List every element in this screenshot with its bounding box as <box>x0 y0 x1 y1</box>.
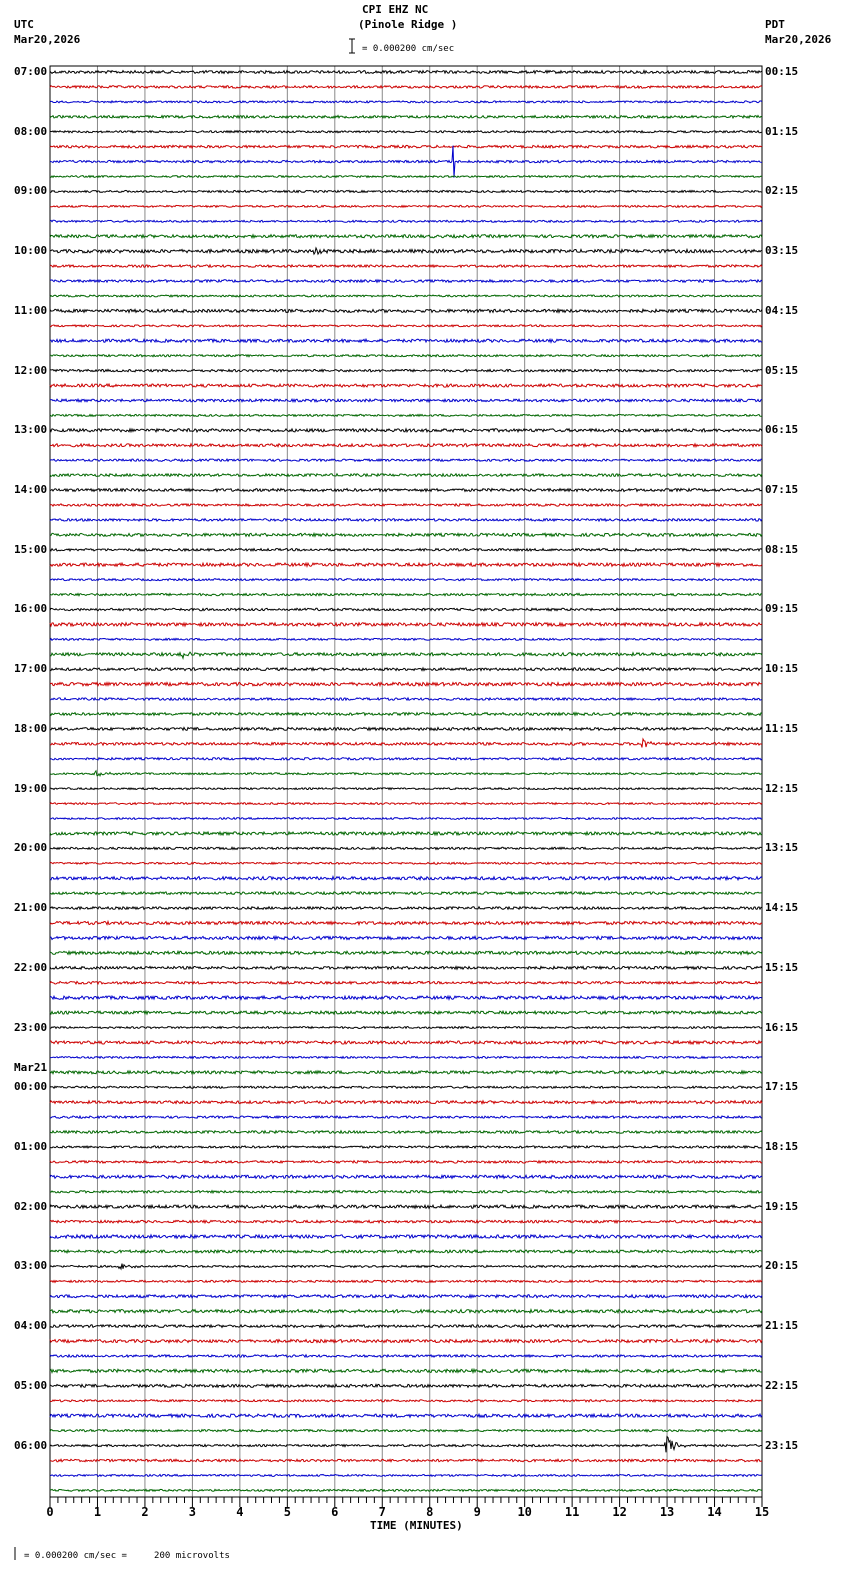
utc-hour-label: 11:00 <box>14 303 48 317</box>
seismic-trace <box>50 339 762 342</box>
seismic-trace <box>50 1264 762 1269</box>
seismic-trace <box>50 176 762 178</box>
seismic-trace <box>50 728 762 731</box>
pdt-hour-label: 22:15 <box>765 1378 799 1392</box>
pdt-hour-label: 23:15 <box>765 1438 799 1452</box>
x-tick-label: 3 <box>188 1505 197 1519</box>
utc-hour-label: 00:00 <box>14 1080 48 1094</box>
x-tick-label: 14 <box>707 1505 722 1519</box>
seismic-trace <box>50 1475 762 1477</box>
utc-hour-label: 20:00 <box>14 841 48 855</box>
seismic-trace <box>50 235 762 238</box>
seismic-trace <box>50 996 762 999</box>
seismic-trace <box>50 325 762 327</box>
seismic-trace <box>50 1220 762 1223</box>
pdt-hour-label: 02:15 <box>765 184 799 198</box>
seismic-trace <box>50 369 762 371</box>
seismic-trace <box>50 1250 762 1253</box>
seismic-trace <box>50 907 762 910</box>
scale-label: = 0.000200 cm/sec <box>362 44 455 54</box>
x-tick-label: 15 <box>754 1505 770 1519</box>
pdt-hour-label: 10:15 <box>765 662 799 676</box>
utc-hour-label: 04:00 <box>14 1319 48 1333</box>
utc-hour-label: 18:00 <box>14 721 48 735</box>
seismic-trace <box>50 847 762 849</box>
utc-hour-label: 02:00 <box>14 1199 48 1213</box>
seismic-trace <box>50 1459 762 1461</box>
seismic-trace <box>50 205 762 207</box>
utc-hour-label: 12:00 <box>14 363 48 377</box>
seismic-trace <box>50 489 762 492</box>
seismic-trace <box>50 1280 762 1282</box>
utc-hour-label: 19:00 <box>14 781 48 795</box>
seismic-trace <box>50 86 762 88</box>
seismic-trace <box>50 1400 762 1402</box>
pdt-hour-label: 12:15 <box>765 781 799 795</box>
pdt-hour-label: 08:15 <box>765 542 799 556</box>
seismic-trace <box>50 713 762 716</box>
seismic-trace <box>50 280 762 283</box>
seismic-trace <box>50 1414 762 1417</box>
seismic-trace <box>50 1027 762 1029</box>
pdt-hour-label: 13:15 <box>765 841 799 855</box>
seismic-trace <box>50 832 762 835</box>
x-tick-label: 11 <box>564 1505 580 1519</box>
seismic-trace <box>50 1310 762 1313</box>
seismic-trace <box>50 71 762 74</box>
seismic-trace <box>50 1340 762 1343</box>
seismic-trace <box>50 145 762 148</box>
utc-hour-label: 10:00 <box>14 244 48 258</box>
seismic-trace <box>50 549 762 551</box>
x-tick-label: 8 <box>426 1505 434 1519</box>
seismic-trace <box>50 1355 762 1357</box>
seismic-trace <box>50 1056 762 1058</box>
seismic-trace <box>50 116 762 119</box>
seismic-trace <box>50 638 762 640</box>
x-axis-title: TIME (MINUTES) <box>370 1519 463 1532</box>
seismic-trace <box>50 652 762 658</box>
x-tick-label: 10 <box>517 1505 532 1519</box>
pdt-hour-label: 11:15 <box>765 721 799 735</box>
seismic-trace <box>50 1325 762 1328</box>
right-date: Mar20,2026 <box>765 33 832 46</box>
seismic-trace <box>50 295 762 297</box>
seismic-trace <box>50 519 762 521</box>
left-timezone: UTC <box>14 18 34 31</box>
footer-scale-note: = 0.000200 cm/sec = 200 microvolts <box>24 1551 230 1561</box>
right-timezone: PDT <box>765 18 785 31</box>
pdt-hour-label: 00:15 <box>765 65 799 78</box>
utc-hour-label: 14:00 <box>14 483 48 497</box>
seismic-trace <box>50 982 762 985</box>
seismic-trace <box>50 474 762 477</box>
seismic-trace <box>50 683 762 686</box>
utc-hour-label: 09:00 <box>14 184 48 198</box>
x-tick-label: 13 <box>659 1505 675 1519</box>
seismic-trace <box>50 131 762 133</box>
seismic-trace <box>50 1175 762 1178</box>
seismic-trace <box>50 101 762 103</box>
pdt-hour-label: 16:15 <box>765 1020 799 1034</box>
seismic-trace <box>50 788 762 790</box>
seismic-trace <box>50 1071 762 1074</box>
seismic-trace <box>50 1369 762 1372</box>
pdt-hour-label: 19:15 <box>765 1199 799 1213</box>
utc-hour-label: 22:00 <box>14 960 48 974</box>
station-title: CPI EHZ NC <box>362 3 429 16</box>
pdt-hour-label: 03:15 <box>765 244 799 258</box>
x-tick-label: 5 <box>283 1505 291 1519</box>
seismic-trace <box>50 1101 762 1104</box>
seismic-trace <box>50 504 762 506</box>
pdt-hour-label: 17:15 <box>765 1080 799 1094</box>
utc-hour-label: 08:00 <box>14 124 48 138</box>
seismic-trace <box>50 399 762 402</box>
utc-hour-label: 17:00 <box>14 662 48 676</box>
pdt-hour-label: 15:15 <box>765 960 799 974</box>
station-name: (Pinole Ridge ) <box>358 18 458 31</box>
pdt-hour-label: 04:15 <box>765 303 799 317</box>
seismic-trace <box>50 414 762 416</box>
left-date: Mar20,2026 <box>14 33 81 46</box>
seismic-trace <box>50 966 762 969</box>
pdt-hour-label: 01:15 <box>765 124 799 138</box>
utc-hour-label: 07:00 <box>14 65 48 78</box>
seismic-trace <box>50 1011 762 1014</box>
seismic-trace <box>50 384 762 387</box>
seismic-trace <box>50 533 762 536</box>
x-tick-label: 12 <box>612 1505 627 1519</box>
seismic-trace <box>50 1131 762 1134</box>
seismic-trace <box>50 459 762 461</box>
seismic-trace <box>50 563 762 566</box>
seismic-trace <box>50 951 762 954</box>
x-tick-label: 9 <box>473 1505 481 1519</box>
seismic-trace <box>50 190 762 192</box>
seismic-trace <box>50 936 762 939</box>
seismic-trace <box>50 579 762 581</box>
pdt-hour-label: 05:15 <box>765 363 799 377</box>
seismic-trace <box>50 862 762 864</box>
pdt-hour-label: 14:15 <box>765 901 799 915</box>
seismic-trace <box>50 220 762 222</box>
seismic-trace <box>50 1295 762 1298</box>
seismic-trace <box>50 1086 762 1088</box>
seismic-trace <box>50 1146 762 1148</box>
utc-hour-label: 15:00 <box>14 542 48 556</box>
utc-hour-label: 16:00 <box>14 602 48 616</box>
seismic-trace <box>50 921 762 924</box>
seismic-trace <box>50 608 762 610</box>
utc-hour-label: 23:00 <box>14 1020 48 1034</box>
x-tick-label: 0 <box>46 1505 54 1519</box>
seismic-trace <box>50 1489 762 1491</box>
seismic-trace <box>50 698 762 700</box>
x-tick-label: 2 <box>141 1505 149 1519</box>
seismic-trace <box>50 1161 762 1163</box>
seismic-trace <box>50 668 762 671</box>
utc-hour-label: 01:00 <box>14 1139 48 1153</box>
seismic-trace <box>50 146 762 178</box>
seismic-trace <box>50 623 762 626</box>
seismic-trace <box>50 355 762 357</box>
pdt-hour-label: 21:15 <box>765 1319 799 1333</box>
utc-hour-label: 21:00 <box>14 901 48 915</box>
seismic-trace <box>50 1205 762 1208</box>
seismic-trace <box>50 265 762 267</box>
pdt-hour-label: 20:15 <box>765 1259 799 1273</box>
x-tick-label: 1 <box>93 1505 102 1519</box>
seismic-trace <box>50 1437 762 1453</box>
pdt-hour-label: 18:15 <box>765 1139 799 1153</box>
seismic-trace <box>50 877 762 880</box>
seismic-trace <box>50 593 762 595</box>
utc-hour-label: 05:00 <box>14 1378 48 1392</box>
x-tick-label: 7 <box>378 1505 386 1519</box>
seismic-trace <box>50 818 762 820</box>
seismic-trace <box>50 892 762 895</box>
seismic-trace <box>50 739 762 748</box>
pdt-hour-label: 06:15 <box>765 423 799 437</box>
x-tick-label: 6 <box>331 1505 339 1519</box>
pdt-hour-label: 09:15 <box>765 602 799 616</box>
seismic-trace <box>50 248 762 254</box>
utc-hour-label: 06:00 <box>14 1438 48 1452</box>
utc-hour-label: 13:00 <box>14 423 48 437</box>
seismic-trace <box>50 429 762 432</box>
seismic-trace <box>50 1041 762 1044</box>
seismic-trace <box>50 309 762 312</box>
date-change-label: Mar21 <box>14 1061 48 1074</box>
seismic-trace <box>50 803 762 805</box>
seismic-trace <box>50 1191 762 1193</box>
pdt-hour-label: 07:15 <box>765 483 799 497</box>
seismic-trace <box>50 1235 762 1238</box>
seismic-trace <box>50 758 762 760</box>
seismic-trace <box>50 771 762 776</box>
utc-hour-label: 03:00 <box>14 1259 48 1273</box>
seismic-trace <box>50 444 762 447</box>
seismic-trace <box>50 1384 762 1387</box>
x-tick-label: 4 <box>236 1505 244 1519</box>
seismic-trace <box>50 1116 762 1118</box>
seismic-trace <box>50 1430 762 1432</box>
